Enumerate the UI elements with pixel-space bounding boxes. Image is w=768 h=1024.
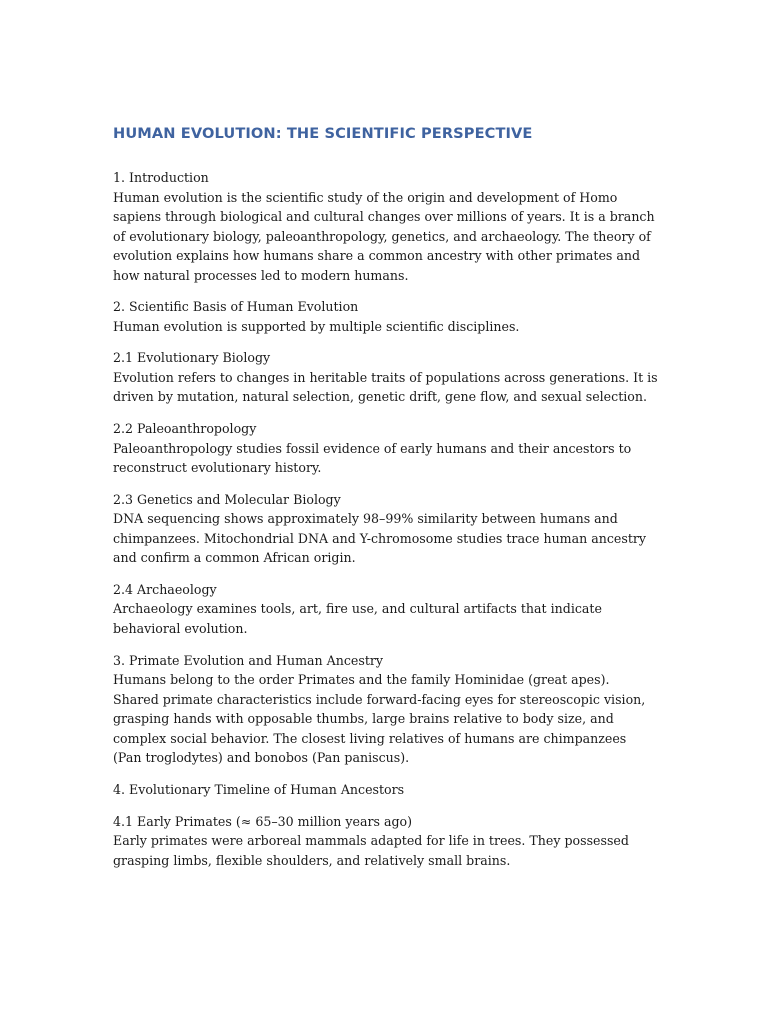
section-heading: 1. Introduction — [113, 170, 209, 185]
section-genetics — [113, 490, 658, 568]
section-paragraph: Archaeology examines tools, art, fire use, and cultural artifacts that indicate behavioral evolution. — [113, 601, 602, 636]
section-scientific-basis — [113, 297, 658, 336]
section-heading: 4. Evolutionary Timeline of Human Ancestors — [113, 781, 405, 797]
document-title: HUMAN EVOLUTION: THE SCIENTIFIC PERSPECTIVE — [113, 125, 533, 142]
section-evolutionary-biology — [113, 348, 658, 407]
section-paleoanthropology — [113, 419, 658, 478]
section-heading: 2.1 Evolutionary Biology — [113, 350, 271, 366]
section-heading: 2.2 Paleoanthropology — [113, 421, 257, 437]
section-primate-evolution — [113, 651, 658, 768]
section-introduction — [113, 168, 658, 285]
section-paragraph: DNA sequencing shows approximately 98–99% similarity between humans and chimpanzees. Mitochondrial DNA and Y-chromosome studies trace human ancestry and confirm a common African origin. — [113, 511, 647, 566]
section-heading: 3. Primate Evolution and Human Ancestry — [113, 652, 384, 668]
section-heading: 4.1 Early Primates (≈ 65–30 million years ago) — [113, 813, 413, 829]
section-paragraph: Human evolution is supported by multiple scientific disciplines. — [113, 318, 520, 334]
section-paragraph: Humans belong to the order Primates and the family Hominidae (great apes). Shared primate characteristics include forward-facing eyes for stereoscopic vision, grasping hands with opposable thumbs, large brains relative to body size, and complex social behavior. The closest living relatives of humans are chimpanzees (Pan troglodytes) and bonobos (Pan paniscus). — [113, 672, 646, 766]
section-paragraph: Early primates were arboreal mammals adapted for life in trees. They possessed grasping limbs, flexible shoulders, and relatively small brains. — [113, 833, 629, 868]
section-paragraph: Paleoanthropology studies fossil evidence of early humans and their ancestors to reconstruct evolutionary history. — [113, 440, 632, 476]
section-timeline — [113, 780, 658, 800]
document-body — [113, 168, 658, 882]
section-heading: 2. Scientific Basis of Human Evolution — [113, 299, 359, 315]
section-paragraph: Evolution refers to changes in heritable traits of populations across generations. It is driven by mutation, natural selection, genetic drift, gene flow, and sexual selection. — [113, 369, 658, 405]
section-early-primates — [113, 812, 658, 871]
section-paragraph: Human evolution is the scientific study of the origin and development of Homo sapiens through biological and cultural changes over millions of years. It is a branch of evolutionary biology, paleoanthropology, genetics, and archaeology. The theory of evolution explains how humans share a common ancestry with other primates and how natural processes led to modern humans. — [113, 189, 655, 283]
section-archaeology — [113, 580, 658, 639]
section-heading: 2.3 Genetics and Molecular Biology — [113, 491, 341, 507]
section-heading: 2.4 Archaeology — [113, 581, 217, 597]
